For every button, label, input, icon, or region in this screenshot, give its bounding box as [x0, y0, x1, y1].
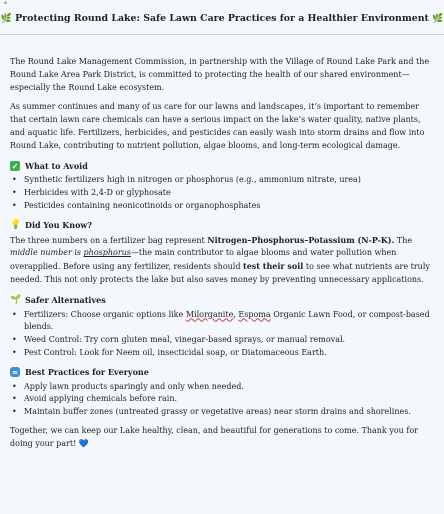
list-item: • Avoid applying chemicals before rain. — [10, 393, 434, 406]
section-title-best: ≈ Best Practices for Everyone — [11, 366, 149, 378]
page-title-text: Protecting Round Lake: Safe Lawn Care Practices for a Healthier Environment — [15, 13, 429, 24]
list-item: • Synthetic fertilizers high in nitrogen or phosphorus (e.g., ammonium nitrate, urea) — [10, 174, 434, 187]
closing-paragraph: Together, we can keep our Lake healthy, clean, and beautiful for generations to come. Thank you for doing your part! 💙 — [10, 425, 418, 448]
avoid-list — [10, 174, 434, 212]
npk-term: Nitrogen–Phosphorus–Potassium (N-P-K). — [207, 234, 395, 245]
blue-heart-icon: 💙 — [78, 438, 89, 448]
article-body — [10, 56, 434, 458]
list-item: • Pesticides containing neonicotinoids or organophosphates — [10, 200, 434, 213]
best-list — [10, 381, 434, 419]
section-title-did-you-know: 💡 Did You Know? — [10, 219, 92, 231]
intro-paragraph-1: The Round Lake Management Commission, in partnership with the Village of Round Lake Park and the Round Lake Area Park District, is committed to protecting the health of our shared environment—especially the Round Lake ecosystem. — [10, 57, 430, 92]
page-title — [0, 8, 444, 30]
seedling-icon: 🌱 — [10, 295, 22, 306]
intro-paragraph-2: As summer continues and many of us care for our lawns and landscapes, it’s important to remember that certain lawn care chemicals can have a serious impact on the lake’s water quality, native plants, and aquatic life. Fertilizers, herbicides, and pesticides can easily wash into storm drains and flow into Round Lake, contributing to nutrient pollution, algae blooms, and long-term ecological damage. — [10, 102, 425, 150]
list-item: • Pest Control: Look for Neem oil, insecticidal soap, or Diatomaceous Earth. — [10, 347, 434, 360]
espoma-term: Espoma — [238, 309, 271, 319]
water-wave-icon: ≈ — [11, 367, 19, 378]
list-item: • Fertilizers: Choose organic options like Milorganite, Espoma Organic Lawn Food, or compost-based blends. — [10, 309, 434, 335]
list-item: • Weed Control: Try corn gluten meal, vinegar-based sprays, or manual removal. — [10, 334, 434, 347]
list-item: • Herbicides with 2,4-D or glyphosate — [10, 187, 434, 200]
leaf-icon: 🌿 — [432, 14, 444, 24]
list-item: • Maintain buffer zones (untreated grassy or vegetative areas) near storm drains and shorelines. — [10, 406, 434, 419]
corner-sparkle-icon: ✦ — [3, 0, 9, 7]
safer-list — [10, 309, 434, 360]
section-title-safer: 🌱 Safer Alternatives — [10, 294, 106, 306]
section-title-avoid: ✓ What to Avoid — [11, 160, 88, 171]
did-you-know-paragraph: The three numbers on a fertilizer bag represent Nitrogen–Phosphorus–Potassium (N-P-K). The middle number is phosphorus—the main contributor to algae blooms and water pollution when overapplied. Before using any fertilizer, residents should test their soil to see what nutrients are truly needed. This not only protects the lake but also saves money by preventing unnecessary applications. — [10, 234, 430, 284]
middle-number-phrase: middle number is phosphorus — [10, 248, 131, 258]
list-item: • Apply lawn products sparingly and only when needed. — [10, 381, 434, 394]
phosphorus-term: phosphorus — [83, 248, 131, 258]
milorganite-term: Milorganite — [185, 309, 234, 319]
light-bulb-icon: 💡 — [10, 220, 22, 231]
header-divider — [0, 34, 444, 35]
test-soil-term: test their soil — [243, 261, 304, 272]
leaf-icon: 🌿 — [0, 14, 12, 24]
check-mark-icon: ✓ — [11, 160, 19, 171]
